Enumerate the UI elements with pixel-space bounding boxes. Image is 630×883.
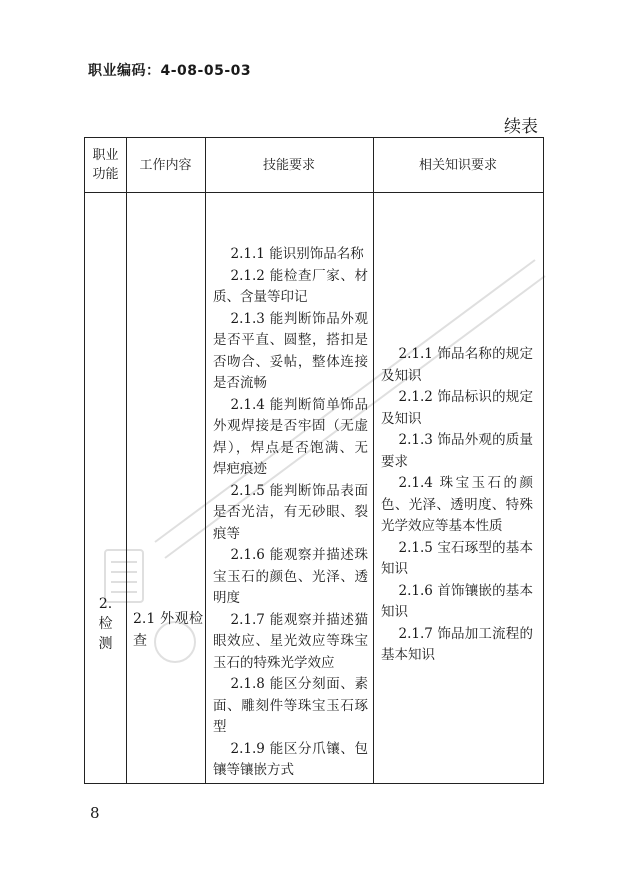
knowledge-item: 2.1.3 饰品外观的质量要求 [381,432,533,470]
knowledge-item: 2.1.1 饰品名称的规定及知识 [381,346,533,384]
header-work-content-label: 工作内容 [139,157,192,173]
header-knowledge-label: 相关知识要求 [418,157,497,173]
header-skills-label: 技能要求 [262,157,315,173]
skill-item: 2.1.6 能观察并描述珠宝玉石的颜色、光泽、透明度 [213,547,368,606]
skill-item: 2.1.3 能判断饰品外观是否平直、圆整，搭扣是否吻合、妥帖，整体连接是否流畅 [213,310,368,391]
skill-item: 2.1.4 能判断简单饰品外观焊接是否牢固（无虚焊），焊点是否饱满、无焊疤痕迹 [213,396,368,477]
header-function [85,138,126,192]
header-knowledge [373,138,543,192]
column-divider [205,138,206,783]
continued-label: 续表 [504,117,538,137]
skill-item: 2.1.1 能识别饰品名称 [230,246,364,262]
header-work-content [126,138,205,192]
skills-table [84,137,544,784]
skill-item: 2.1.8 能区分刻面、素面、雕刻件等珠宝玉石琢型 [213,676,368,735]
knowledge-item: 2.1.2 饰品标识的规定及知识 [381,389,533,427]
knowledge-item: 2.1.7 饰品加工流程的基本知识 [381,625,533,663]
skill-item: 2.1.7 能观察并描述猫眼效应、星光效应等珠宝玉石的特殊光学效应 [213,611,368,671]
cell-work-content: 2.1 外观检查 [133,611,203,649]
column-divider [373,138,374,783]
cell-function [85,594,126,654]
page-number: 8 [90,804,100,822]
header-divider [85,192,543,193]
skill-item: 2.1.5 能判断饰品表面是否光洁，有无砂眼、裂痕等 [213,482,368,542]
column-divider [126,138,127,783]
cell-knowledge [381,344,533,667]
knowledge-item: 2.1.4 珠宝玉石的颜色、光泽、透明度、特殊光学效应等基本性质 [381,475,533,534]
knowledge-item: 2.1.6 首饰镶嵌的基本知识 [381,582,533,620]
function-text: 2. 检测 [98,596,113,652]
cell-skills [213,244,368,782]
header-function-label: 职业功能 [92,148,119,182]
knowledge-item: 2.1.5 宝石琢型的基本知识 [381,539,533,577]
occupation-code: 职业编码：4-08-05-03 [88,63,252,79]
header-skills [205,138,373,192]
skill-item: 2.1.9 能区分爪镶、包镶等镶嵌方式 [213,740,368,778]
skill-item: 2.1.2 能检查厂家、材质、含量等印记 [213,267,368,305]
